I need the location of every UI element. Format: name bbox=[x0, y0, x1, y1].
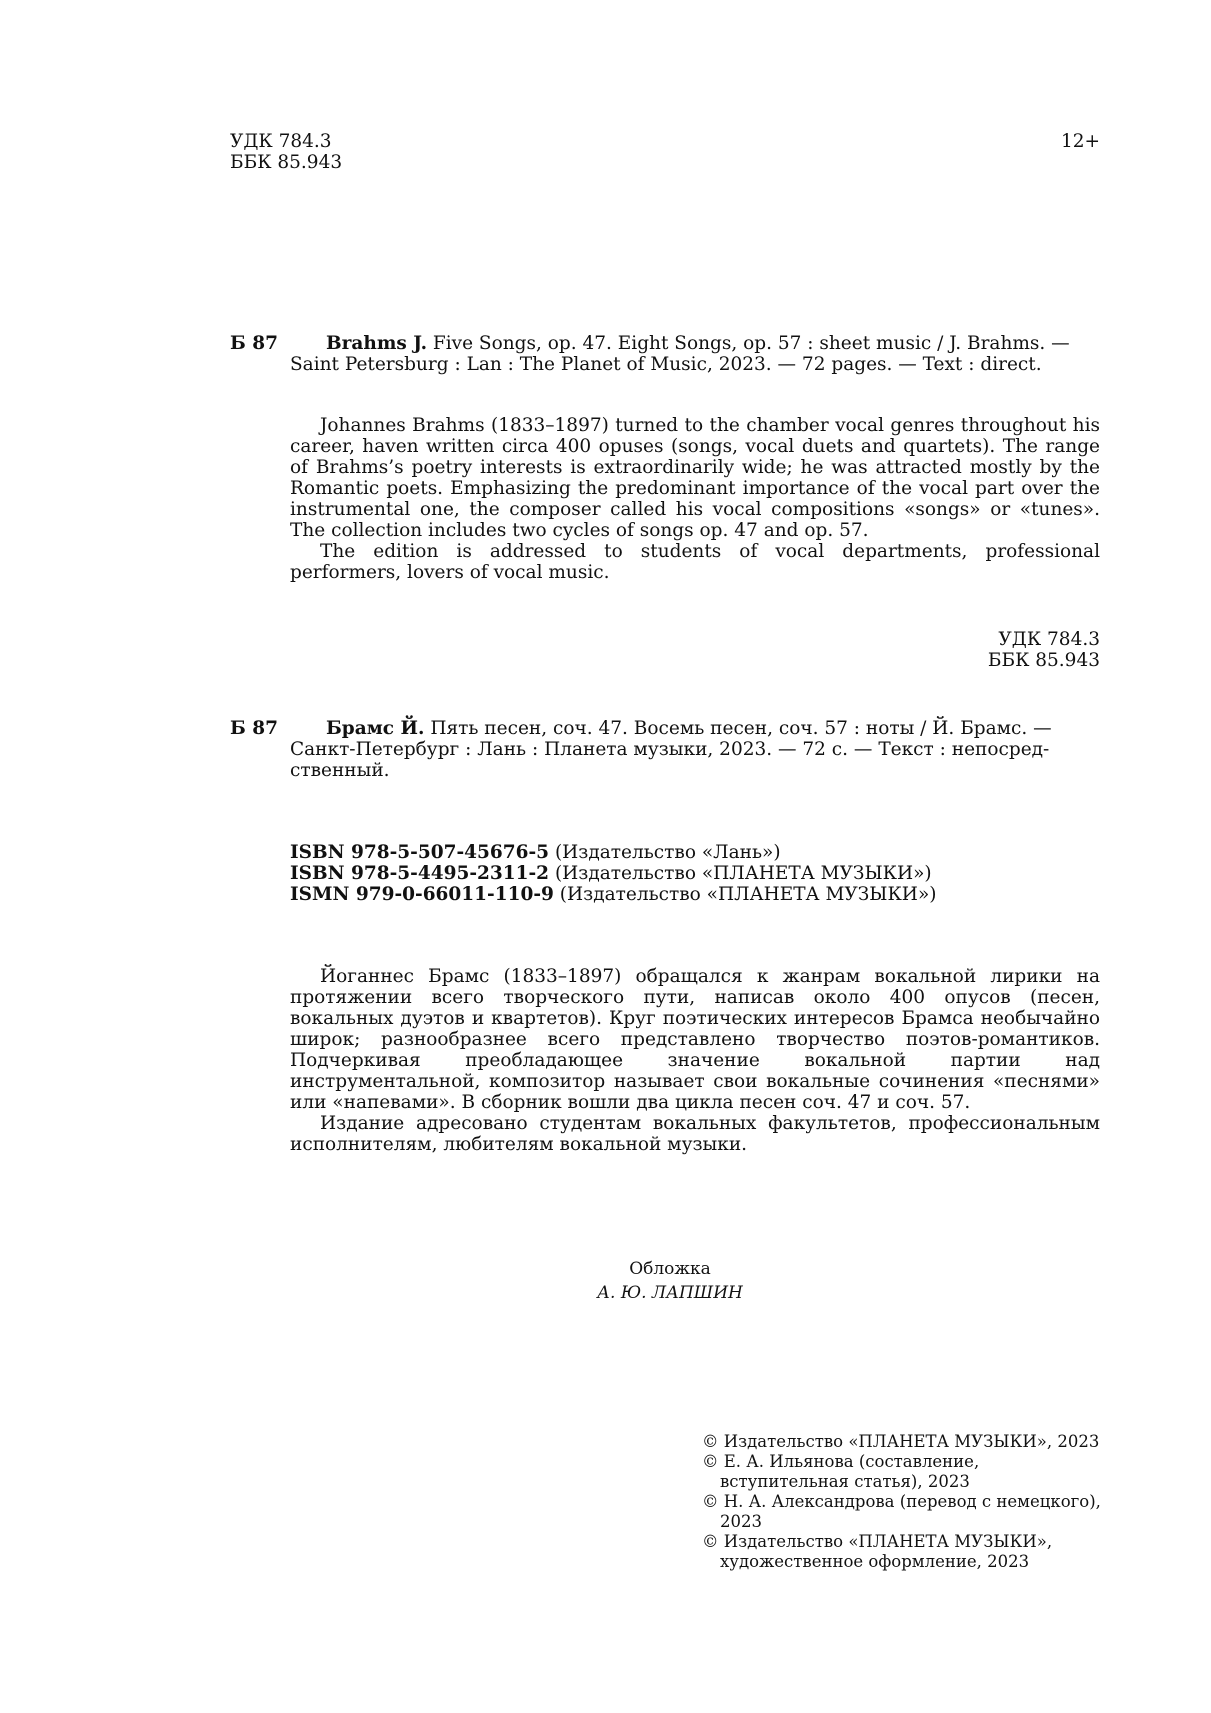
isbn-number: ISBN 978-5-4495-2311-2 bbox=[290, 863, 550, 884]
russian-abstract-p2: Издание адресовано студентам вокальных факультетов, профессиональным исполнителям, любителям вокальной музыки. bbox=[290, 1113, 1100, 1155]
russian-title-line bbox=[290, 718, 1100, 739]
english-abstract-p1: Johannes Brahms (1833–1897) turned to the chamber vocal genres throughout his career, haven written circa 400 opuses (songs, vocal duets and quartets). The range of Brahms’s poetry interests is extraordinarily wide; he was attracted mostly by the Romantic poets. Emphasizing the predominant importance of the vocal part over the instrumental one, the composer called his vocal compositions «songs» or «tunes». The collection includes two cycles of songs op. 47 and op. 57. bbox=[290, 415, 1100, 541]
english-catalog-code: Б 87 bbox=[230, 333, 278, 354]
russian-udk-code: УДК 784.3 bbox=[998, 629, 1100, 650]
bbk-code: ББК 85.943 bbox=[230, 152, 343, 173]
cover-label: Обложка bbox=[629, 1259, 711, 1279]
isbn-row bbox=[290, 842, 1100, 863]
age-rating: 12+ bbox=[1060, 131, 1100, 152]
isbn-list bbox=[290, 842, 1100, 905]
copyright-block bbox=[702, 1432, 1102, 1572]
english-bib-record bbox=[290, 333, 1100, 375]
russian-bbk-code: ББК 85.943 bbox=[987, 650, 1100, 671]
russian-abstract bbox=[290, 966, 1100, 1155]
copyright-line: © Е. А. Ильянова (составление, вступительная статья), 2023 bbox=[702, 1452, 980, 1491]
cover-artist: А. Ю. ЛАПШИН bbox=[597, 1283, 743, 1303]
header-classification bbox=[230, 131, 342, 173]
cover-credit bbox=[500, 1259, 840, 1304]
english-imprint: Saint Petersburg : Lan : The Planet of Music, 2023. — 72 pages. — Text : direct. bbox=[290, 354, 1042, 375]
russian-classification bbox=[900, 629, 1100, 671]
russian-author: Брамс Й. bbox=[326, 718, 425, 739]
russian-bib-record bbox=[290, 718, 1100, 781]
ismn-publisher: (Издательство «ПЛАНЕТА МУЗЫКИ») bbox=[553, 884, 937, 905]
russian-imprint-cont: ственный. bbox=[290, 760, 390, 781]
russian-catalog-code: Б 87 bbox=[230, 718, 278, 739]
isbn-publisher: (Издательство «ПЛАНЕТА МУЗЫКИ») bbox=[549, 863, 932, 884]
copyright-line: © Издательство «ПЛАНЕТА МУЗЫКИ», художественное оформление, 2023 bbox=[702, 1532, 1053, 1571]
udk-code: УДК 784.3 bbox=[230, 131, 332, 152]
russian-imprint: Санкт-Петербург : Лань : Планета музыки, 2023. — 72 с. — Текст : непосред- bbox=[290, 739, 1050, 760]
english-abstract-p2: The edition is addressed to students of vocal departments, professional performers, lovers of vocal music. bbox=[290, 541, 1100, 583]
isbn-publisher: (Издательство «Лань») bbox=[549, 842, 781, 863]
english-title: Five Songs, op. 47. Eight Songs, op. 57 : sheet music / J. Brahms. — bbox=[427, 333, 1070, 354]
copyright-line: © Издательство «ПЛАНЕТА МУЗЫКИ», 2023 bbox=[702, 1432, 1100, 1451]
isbn-row bbox=[290, 863, 1100, 884]
russian-title: Пять песен, соч. 47. Восемь песен, соч. 57 : ноты / Й. Брамс. — bbox=[424, 718, 1052, 739]
english-author: Brahms J. bbox=[326, 333, 428, 354]
english-title-line bbox=[290, 333, 1100, 354]
russian-abstract-p1: Йоганнес Брамс (1833–1897) обращался к жанрам вокальной лирики на протяжении всего творческого пути, написав около 400 опусов (песен, вокальных дуэтов и квартетов). Круг поэтических интересов Брамса необычайно широк; разнообразнее всего представлено творчество поэтов-романтиков. Подчеркивая преобладающее значение вокальной партии над инструментальной, композитор называет свои вокальные сочинения «песнями» или «напевами». В сборник вошли два цикла песен соч. 47 и соч. 57. bbox=[290, 966, 1100, 1113]
english-abstract bbox=[290, 415, 1100, 583]
copyright-line: © Н. А. Александрова (перевод с немецкого), 2023 bbox=[702, 1492, 1101, 1531]
isbn-number: ISBN 978-5-507-45676-5 bbox=[290, 842, 550, 863]
ismn-row bbox=[290, 884, 1100, 905]
ismn-number: ISMN 979-0-66011-110-9 bbox=[290, 884, 554, 905]
